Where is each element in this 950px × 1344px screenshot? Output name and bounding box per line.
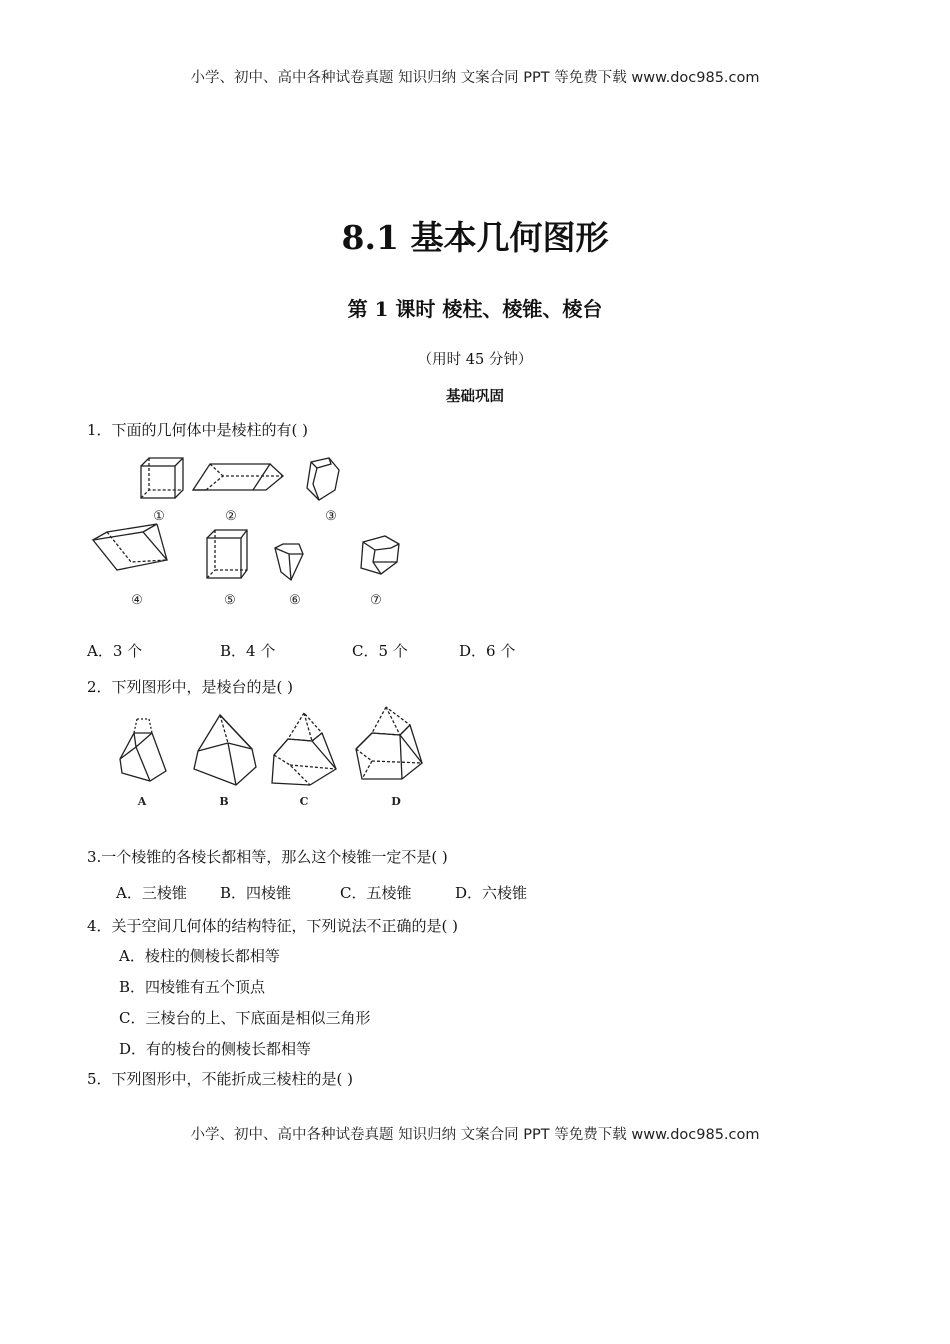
figure-6-solid <box>275 544 303 580</box>
figure-label-5: ⑤ <box>224 593 236 608</box>
figure-a <box>120 719 166 781</box>
figure-label-a: A <box>137 795 147 808</box>
figure-label-4: ④ <box>131 593 143 608</box>
figure-b <box>194 715 256 785</box>
figure-2-prism <box>193 464 283 490</box>
figure-5-prism <box>207 530 247 578</box>
q3-option-a[interactable]: A．三棱锥 <box>116 884 187 902</box>
q1-option-c[interactable]: C．5 个 <box>352 642 408 660</box>
time-limit: （用时 45 分钟） <box>417 352 533 368</box>
figure-7-solid <box>361 536 399 574</box>
figure-label-7: ⑦ <box>370 593 382 608</box>
q3-option-c[interactable]: C．五棱锥 <box>340 884 412 902</box>
figure-d <box>356 707 422 779</box>
q4-option-d[interactable]: D．有的棱台的侧棱长都相等 <box>119 1040 312 1058</box>
section-heading: 基础巩固 <box>446 389 504 405</box>
question-2-figures <box>110 703 430 813</box>
q4-option-c[interactable]: C．三棱台的上、下底面是相似三角形 <box>119 1009 371 1027</box>
figure-label-c: C <box>299 795 309 808</box>
q1-option-a[interactable]: A．3 个 <box>87 642 143 660</box>
figure-c <box>272 713 336 785</box>
question-4-stem: 4．关于空间几何体的结构特征，下列说法不正确的是( ) <box>87 917 459 935</box>
q4-option-a[interactable]: A．棱柱的侧棱长都相等 <box>119 947 280 965</box>
q1-option-d[interactable]: D．6 个 <box>459 642 516 660</box>
q3-option-d[interactable]: D．六棱锥 <box>455 884 528 902</box>
q3-option-b[interactable]: B．四棱锥 <box>220 884 292 902</box>
question-2-stem: 2．下列图形中，是棱台的是( ) <box>87 678 294 696</box>
question-3-stem: 3.一个棱锥的各棱长都相等，那么这个棱锥一定不是( ) <box>87 848 448 866</box>
page-footer: 小学、初中、高中各种试卷真题 知识归纳 文案合同 PPT 等免费下载 www.doc985.com <box>190 1127 760 1143</box>
figure-label-b: B <box>219 795 229 808</box>
question-5-stem: 5．下列图形中，不能折成三棱柱的是( ) <box>87 1070 354 1088</box>
figure-4-box <box>93 524 167 570</box>
page-title: 8.1 基本几何图形 <box>341 218 609 257</box>
question-1-stem: 1．下面的几何体中是棱柱的有( ) <box>87 421 309 439</box>
page-header: 小学、初中、高中各种试卷真题 知识归纳 文案合同 PPT 等免费下载 www.doc985.com <box>190 70 760 86</box>
q1-option-b[interactable]: B．4 个 <box>220 642 276 660</box>
q4-option-b[interactable]: B．四棱锥有五个顶点 <box>119 978 266 996</box>
question-1-figures <box>85 450 425 615</box>
figure-label-1: ① <box>153 509 165 524</box>
figure-3-hex-prism <box>307 458 339 500</box>
figure-label-3: ③ <box>325 509 337 524</box>
figure-label-2: ② <box>225 509 237 524</box>
lesson-subtitle: 第 1 课时 棱柱、棱锥、棱台 <box>347 297 603 321</box>
figure-label-d: D <box>391 795 401 808</box>
figure-1-cube <box>141 458 183 498</box>
figure-label-6: ⑥ <box>289 593 301 608</box>
